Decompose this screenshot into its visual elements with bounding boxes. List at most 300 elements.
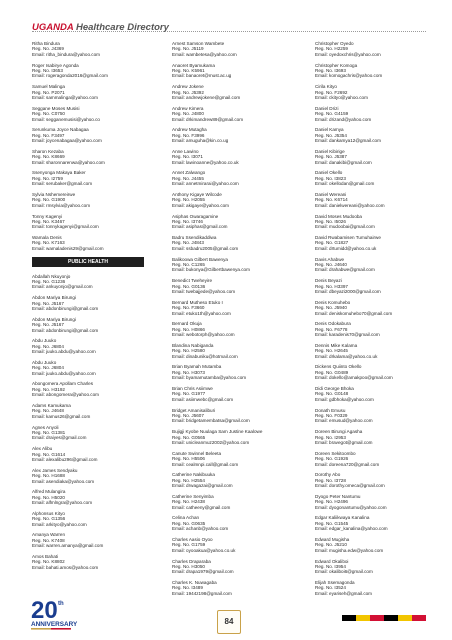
entry-name: Abdallah Nkuyonjo — [32, 273, 71, 279]
flag-stripe — [342, 615, 426, 621]
directory-entry — [172, 364, 292, 380]
directory-entry — [315, 429, 435, 445]
entry-email: Email: sharonnarenwa@yahoo.com — [32, 159, 105, 165]
entry-email: Email: 1944z198@gmail.com — [172, 590, 232, 596]
entry-name: Asiphas Owaragamine — [172, 213, 219, 219]
directory-entry — [315, 537, 435, 553]
directory-entry — [32, 468, 152, 484]
column-1 — [32, 41, 152, 576]
directory-entry — [315, 63, 435, 79]
entry-reg-no: Reg. No. H2554 — [172, 477, 205, 483]
directory-entry — [32, 149, 152, 165]
directory-name: Healthcare Directory — [73, 22, 169, 33]
directory-entry — [315, 214, 435, 230]
directory-entry — [172, 343, 292, 359]
directory-entry — [315, 170, 435, 186]
directory-entry — [32, 63, 152, 79]
entry-email: Email: andrewjokene@gmail.com — [172, 94, 241, 100]
entry-email: Email: drahabwe@gmail.com — [315, 267, 375, 273]
entry-reg-no: Reg. No. I2759 — [32, 175, 63, 181]
entry-name: Bridget Amanisaliburi — [172, 407, 216, 413]
entry-email: Email: juuko.abdu@yahoo.com — [32, 370, 96, 376]
directory-entry — [315, 127, 435, 143]
entry-name: Anthony Kigaye Wilcode — [172, 191, 222, 197]
entry-name: Amanya Warren — [32, 532, 66, 538]
directory-entry — [172, 170, 292, 186]
entry-reg-no: Reg. No. J5167 — [32, 300, 64, 306]
entry-email: Email: dyogonantumu@yahoo.com — [315, 504, 387, 510]
entry-name: Alfred Mulangira — [32, 489, 66, 495]
directory-entry — [172, 192, 292, 208]
entry-reg-no: Reg. No. H3073 — [172, 369, 205, 375]
entry-name: Agnes Anyoli — [32, 424, 59, 430]
entry-name: Denis Komuhebo — [315, 299, 351, 305]
directory-entry — [32, 532, 152, 548]
directory-entry — [315, 494, 435, 510]
entry-reg-no: Reg. No. J6804 — [32, 365, 64, 371]
entry-email: Email: dankamya12@gmail.com — [315, 138, 381, 144]
directory-entry — [32, 403, 152, 419]
entry-name: Catherine Senyimba — [172, 493, 214, 499]
directory-entry — [315, 515, 435, 531]
anniversary-label: ANNIVERSARY — [31, 621, 78, 628]
directory-entry — [172, 84, 292, 100]
entry-email: Email: abongomera@yahoo.com — [32, 392, 99, 398]
entry-name: Abongomera Apollam Charles — [32, 381, 94, 387]
entry-email: Email: bridgetamembatsa@gmail.com — [172, 418, 250, 424]
directory-entry — [315, 408, 435, 424]
flag-color-band — [370, 615, 384, 621]
entry-reg-no: Reg. No. F0329 — [315, 412, 348, 418]
flag-color-band — [384, 615, 398, 621]
entry-email: Email: asiphas@gmail.com — [172, 224, 228, 230]
entry-name: Abdon Mariya Birungi — [32, 295, 76, 301]
anniversary-stripe-red — [51, 628, 71, 630]
entry-name: Arnest Samson Wambete — [172, 41, 225, 46]
entry-name: Brian Byamah Mutamba — [172, 364, 222, 370]
directory-entry — [172, 106, 292, 122]
directory-entry — [32, 192, 152, 208]
directory-entry — [32, 554, 152, 570]
entry-email: Email: twebajjede@yahoo.com — [172, 289, 236, 294]
entry-email: Email: draiyes@gmail.com — [32, 435, 87, 441]
entry-name: Daniel Kamya — [315, 127, 344, 133]
directory-entry — [32, 381, 152, 397]
entry-email: Email: juuko.abdu@yahoo.com — [32, 349, 96, 355]
entry-email: Email: tonnykagenyi@gmail.com — [32, 224, 99, 230]
entry-email: Email: asendiaka@yahoo.com — [32, 478, 95, 484]
page-number: 84 — [217, 610, 241, 634]
entry-email: Email: ssbadru2005@gmail.com — [172, 245, 239, 251]
directory-entry — [32, 446, 152, 462]
directory-entry — [172, 257, 292, 273]
entry-name: Christopher Komoga — [315, 62, 358, 68]
entry-reg-no: Reg. No. H3397 — [315, 283, 348, 289]
entry-name: Andrew Kimera — [172, 105, 204, 111]
directory-entry — [172, 472, 292, 488]
entry-reg-no: Reg. No. G1381 — [32, 429, 66, 435]
entry-reg-no: Reg. No. K8802 — [32, 559, 65, 565]
entry-reg-no: Reg. No. G1545 — [315, 520, 349, 526]
directory-entry — [315, 278, 435, 294]
entry-reg-no: Reg. No. K6714 — [315, 197, 348, 203]
entry-email: Email: achanb@yahoo.com — [172, 526, 229, 532]
entry-email: Email: rogeragonda2016@gmail.com — [32, 73, 108, 79]
entry-email: Email: drkalama@yahoo.co.uk — [315, 353, 378, 359]
entry-name: Samuel Malinga — [32, 84, 65, 90]
entry-email: Email: drizand@yahoo.com — [315, 116, 372, 122]
directory-entry — [315, 472, 435, 488]
anniversary-logo — [30, 593, 90, 635]
entry-name: Balikoowa Gilbert Bawenya — [172, 256, 228, 262]
page-header — [0, 0, 452, 36]
entry-email: Email: karadenis70@gmail.com — [315, 332, 380, 338]
entry-email: Email: joycenabagaa@yahoo.com — [32, 138, 102, 144]
directory-entry — [32, 41, 152, 57]
entry-reg-no: Reg. No. J4648 — [32, 408, 64, 414]
entry-email: Email: alfmlngra@yahoo.com — [32, 500, 93, 506]
entry-email: Email: abdonbirungi@gmail.com — [32, 306, 99, 311]
entry-reg-no: Reg. No. J5354 — [315, 132, 347, 138]
entry-reg-no: Reg. No. J4800 — [172, 111, 204, 117]
entry-name: Anaoret Byamukama — [172, 62, 215, 68]
entry-name: Alex Alibu — [32, 446, 53, 452]
entry-name: Abdon Mariya Birungi — [32, 316, 76, 322]
entry-email: Email: emusud@yahoo.com — [315, 418, 373, 424]
entry-email: Email: asiimwebc@gmail.com — [172, 396, 234, 402]
entry-reg-no: Reg. No. G0565 — [172, 434, 206, 440]
directory-entry — [32, 274, 152, 290]
entry-name: Andrew Jokene — [172, 84, 204, 90]
entry-name: Alphonsus Kityo — [32, 510, 65, 516]
entry-name: Dennis Mike Kalama — [315, 342, 358, 348]
column-3 — [315, 41, 435, 602]
entry-email: Email: akigaye@yahoo.com — [172, 202, 230, 208]
entry-email: Email: dorothy.omeca@gmail.com — [315, 483, 385, 489]
entry-reg-no: Reg. No. G0148 — [315, 391, 349, 397]
entry-name: Badru Ssendikaddiwa — [172, 235, 217, 241]
entry-reg-no: Reg. No. I3489 — [172, 585, 203, 591]
directory-entry — [315, 451, 435, 467]
directory-entry — [172, 321, 292, 337]
entry-reg-no: Reg. No. G0136 — [172, 283, 206, 289]
entry-email: Email: dbeyazi2000@gmail.com — [315, 289, 381, 294]
entry-email: Email: kamus26@gmail.com — [32, 413, 91, 419]
entry-reg-no: Reg. No. J4455 — [172, 175, 204, 181]
entry-name: Edward Okaliboi — [315, 558, 349, 564]
entry-reg-no: Reg. No. I3746 — [172, 218, 203, 224]
anniversary-number: 20 — [31, 597, 58, 624]
entry-reg-no: Reg. No. J5940 — [315, 305, 347, 311]
entry-reg-no: Reg. No. G4159 — [315, 111, 349, 117]
entry-reg-no: Reg. No. J5210 — [315, 542, 347, 548]
entry-name: Daniel Kibirige — [315, 148, 345, 154]
entry-reg-no: Reg. No. I5026 — [315, 218, 346, 224]
entry-reg-no: Reg. No. K3467 — [32, 218, 65, 224]
directory-entry — [315, 84, 435, 100]
directory-entry — [315, 106, 435, 122]
directory-entry — [172, 408, 292, 424]
entry-reg-no: Reg. No. G1926 — [315, 456, 349, 462]
directory-entry — [315, 321, 435, 337]
entry-email: Email: komogachris@yahoo.com — [315, 73, 383, 79]
entry-email: Email: danakibi@gmail.com — [315, 159, 372, 165]
entry-reg-no: Reg. No. I3653 — [32, 67, 63, 73]
entry-name: Ritha Bindura — [32, 41, 60, 46]
entry-name: Dorothy Abo — [315, 472, 341, 478]
entry-email: Email: danielwereani@yahoo.com — [315, 202, 385, 208]
entry-email: Email: sammalinga@yahoo.com — [32, 94, 98, 100]
entry-email: Email: dokello@amakpoo@gmail.com — [315, 375, 393, 381]
directory-entry — [172, 537, 292, 553]
entry-reg-no: Reg. No. G1759 — [172, 542, 206, 548]
entry-reg-no: Reg. No. G1827 — [315, 240, 349, 246]
entry-email: Email: drwagazai@gmail.com — [172, 483, 233, 489]
entry-email: Email: okellodan@gmail.com — [315, 181, 375, 187]
directory-entry — [172, 559, 292, 575]
entry-name: Cirila Kityo — [315, 84, 337, 90]
entry-name: Charles Draparaba — [172, 558, 211, 564]
entry-email: Email: oyedoxchris@yahoo.com — [315, 51, 381, 57]
entry-email: Email: lawinoanne@yahoo.co.uk — [172, 159, 239, 165]
directory-entry — [315, 257, 435, 273]
entry-name: Andrew Mutagha — [172, 127, 207, 133]
entry-reg-no: Reg. No. G1977 — [172, 391, 206, 397]
directory-entry — [172, 451, 292, 467]
entry-name: David Rwabamisen Tumuhairwe — [315, 235, 381, 241]
entry-reg-no: Reg. No. H1688 — [32, 473, 65, 479]
flag-color-band — [342, 615, 356, 621]
directory-entry — [172, 149, 292, 165]
flag-color-band — [412, 615, 426, 621]
entry-reg-no: Reg. No. J5607 — [172, 412, 204, 418]
entry-reg-no: Reg. No. H5020 — [32, 494, 65, 500]
entry-reg-no: Reg. No. J5167 — [32, 322, 64, 328]
entry-name: Elijah Ssemagonda — [315, 580, 355, 586]
entry-email: Email: unicleanmuz2002@yahoo.com — [172, 439, 250, 445]
entry-reg-no: Reg. No. H3050 — [172, 563, 205, 569]
entry-name: Charles Aasio Oyoo — [172, 536, 213, 542]
entry-name: Brian Chris Asiimwe — [172, 386, 213, 391]
brand-name: UGANDA — [32, 22, 74, 33]
anniversary-suffix: th — [58, 601, 64, 607]
entry-email: Email: warren.amanya@gmail.com — [32, 543, 104, 549]
entry-reg-no: Reg. No. K7163 — [32, 240, 65, 246]
directory-entry — [315, 559, 435, 575]
entry-reg-no: Reg. No. F3497 — [32, 132, 65, 138]
entry-name: Celina Achan — [172, 515, 200, 521]
entry-name: Blandina Nabiganda — [172, 342, 214, 348]
entry-name: Seggane Moses Musisi — [32, 105, 80, 111]
directory-entry — [32, 214, 152, 230]
directory-entry — [315, 386, 435, 402]
entry-email: Email: byamamutamba@yahoo.com — [172, 375, 247, 381]
entry-reg-no: Reg. No. G0489 — [315, 369, 349, 375]
directory-entry — [172, 300, 292, 316]
entry-name: Daniel Wereani — [315, 191, 347, 197]
entry-email: Email: gdbhoka@yahoo.com — [315, 396, 374, 402]
entry-name: Catherine Nakibuuka — [172, 472, 215, 478]
entry-email: Email: deniskomuhebo70@gmail.com — [315, 310, 393, 316]
entry-name: Edgar Kaliikwaya Kanalina — [315, 515, 370, 521]
entry-reg-no: Reg. No. H3192 — [32, 386, 65, 392]
entry-reg-no: Reg. No. H2645 — [315, 348, 348, 354]
entry-name: Davis Ahabwe — [315, 256, 345, 262]
entry-email: Email: wambetesa@yahoo.com — [172, 51, 237, 57]
entry-reg-no: Reg. No. C1265 — [172, 262, 205, 268]
entry-email: Email: bravegot@gmail.com — [315, 439, 373, 445]
directory-entry — [32, 84, 152, 100]
entry-email: Email: drapa1979@gmail.com — [172, 569, 234, 575]
entry-email: Email: dinabuniku@hotmail.com — [172, 353, 238, 359]
entry-reg-no: Reg. No. I3071 — [172, 154, 203, 160]
entry-reg-no: Reg. No. C0750 — [32, 111, 65, 117]
section-heading: PUBLIC HEALTH — [32, 257, 144, 267]
entry-reg-no: Reg. No. I3524 — [315, 585, 346, 591]
entry-reg-no: Reg. No. H0866 — [172, 326, 205, 332]
entry-reg-no: Reg. No. I3728 — [315, 477, 346, 483]
entry-name: Denis Odokabura — [315, 321, 351, 327]
entry-reg-no: Reg. No. J4640 — [315, 262, 347, 268]
entry-email: Email: drkimandrew89@gmail.com — [172, 116, 244, 122]
entry-reg-no: Reg. No. F3660 — [172, 305, 205, 311]
entry-name: Sharon Kezaba — [32, 148, 64, 154]
entry-email: Email: amuguha@kin.co.ug — [172, 138, 229, 144]
entry-name: Benedict Tweheyire — [172, 278, 213, 284]
entry-email: Email: edgar_kanalina@yahoo.com — [315, 526, 388, 532]
entry-email: Email: wamaladenis29@gmail.com — [32, 245, 104, 251]
entry-email: Email: bukonya@Gilbertbawenya.com — [172, 267, 250, 273]
directory-entry — [172, 63, 292, 79]
entry-email: Email: webotorph@yahoo.com — [172, 332, 235, 338]
directory-entry — [315, 343, 435, 359]
entry-name: Daniel Okello — [315, 170, 343, 176]
entry-reg-no: Reg. No. G1236 — [32, 279, 66, 285]
entry-name: Roger Isabirye Agonda — [32, 62, 79, 68]
entry-reg-no: Reg. No. P2071 — [32, 89, 65, 95]
entry-name: Dickens Quiinto Okello — [315, 364, 362, 370]
entry-reg-no: Reg. No. H2580 — [172, 348, 205, 354]
directory-entry — [32, 127, 152, 143]
directory-entry — [32, 235, 152, 251]
entry-name: Sylvia Nshemereirwe — [32, 191, 76, 197]
directory-entry — [32, 360, 152, 376]
entry-name: Doreen Sekitoombo — [315, 450, 356, 456]
entry-email: Email: catheeny@gmail.com — [172, 504, 231, 510]
entry-reg-no: Reg. No. H5506 — [172, 456, 205, 462]
entry-name: Denis Beyazi — [315, 278, 342, 284]
entry-name: Dyogo Peter Nantumu — [315, 493, 361, 499]
entry-email: Email: etuko1th@yahoo.com — [172, 310, 231, 316]
directory-entry — [172, 278, 292, 294]
entry-email: Email: banaoret@must.ac.ug — [172, 73, 232, 79]
directory-entry — [172, 235, 292, 251]
entry-name: David Moses Mudooba — [315, 213, 362, 219]
entry-email: Email: segganemusisi@yahoo.co — [32, 116, 100, 122]
entry-name: Doreen Birungi Agasha — [315, 429, 363, 435]
entry-email: Email: mudoobai@gmail.com — [315, 224, 375, 230]
directory-entry — [315, 235, 435, 251]
entry-reg-no: Reg. No. G0635 — [172, 520, 206, 526]
entry-email: Email: ritha_bindura@yahoo.com — [32, 51, 100, 57]
entry-reg-no: Reg. No. K5961 — [172, 67, 205, 73]
entry-name: Christopher Oyedo — [315, 41, 354, 46]
entry-name: Wamala Denis — [32, 235, 62, 241]
entry-name: Donath Emusu — [315, 407, 346, 413]
directory-entry — [32, 106, 152, 122]
entry-reg-no: Reg. No. I2953 — [315, 434, 346, 440]
entry-name: Adams Kamukama — [32, 403, 71, 408]
entry-name: Edward Mugisha — [315, 536, 350, 542]
entry-name: Anne Lawino — [172, 148, 199, 154]
entry-email: Email: ckityo@yahoo.com — [315, 94, 368, 100]
directory-entry — [315, 149, 435, 165]
entries-group-2 — [32, 274, 152, 571]
entry-reg-no: Reg. No. H2496 — [315, 499, 348, 505]
entry-reg-no: Reg. No. J5119 — [172, 46, 204, 52]
entry-email: Email: eyariseh@gmail.com — [315, 590, 372, 596]
directory-entry — [172, 429, 292, 445]
directory-entry — [32, 170, 152, 186]
entry-email: Email: ankuyonjo@gmail.com — [32, 284, 93, 290]
entry-name: Bernard Mutheso Etuko I — [172, 299, 223, 305]
directory-entry — [32, 489, 152, 505]
entry-email: Email: okaliboi6@gmail.com — [315, 569, 373, 575]
directory-entry — [315, 192, 435, 208]
entry-email: Email: cealmnpi.call@gmail.com — [172, 461, 239, 467]
entry-name: Bujigji Kyobe Nuulaga Sam Justine Kaalowe — [172, 429, 263, 435]
entry-reg-no: Reg. No. K8669 — [32, 154, 65, 160]
directory-entry — [172, 41, 292, 57]
entry-email: Email: rmsylvia@yahoo.com — [32, 202, 91, 208]
entry-name: Bernard Okuja — [172, 321, 202, 327]
entries-group-1 — [32, 41, 152, 251]
directory-entry — [172, 127, 292, 143]
entry-email: Email: abdonbirungi@gmail.com — [32, 327, 99, 333]
entry-reg-no: Reg. No. I3823 — [315, 175, 346, 181]
directory-entry — [32, 425, 152, 441]
entry-email: Email: mugisha.edw@yahoo.com — [315, 547, 384, 553]
entry-name: Annet Zalwango — [172, 170, 206, 176]
anniversary-stripe-gold — [31, 628, 51, 630]
directory-entry — [172, 515, 292, 531]
entry-reg-no: Reg. No. H2259 — [315, 46, 348, 52]
entry-reg-no: Reg. No. G1900 — [32, 197, 66, 203]
entry-reg-no: Reg. No. F2692 — [315, 89, 348, 95]
directory-entry — [172, 214, 292, 230]
entry-reg-no: Reg. No. J6804 — [32, 343, 64, 349]
directory-entry — [32, 317, 152, 333]
entry-name: Abdu Juuko — [32, 338, 57, 344]
entry-reg-no: Reg. No. I3693 — [315, 67, 346, 73]
directory-entry — [32, 295, 152, 311]
directory-entry — [32, 511, 152, 527]
entry-reg-no: Reg. No. G1614 — [32, 451, 66, 457]
directory-entry — [315, 364, 435, 380]
entry-reg-no: Reg. No. J5392 — [172, 89, 204, 95]
entry-email: Email: drtumidd@yahoo.co.uk — [315, 245, 377, 251]
entry-name: Daniel Drizi — [315, 105, 339, 111]
entry-name: Charles K. Nuwagaba — [172, 580, 217, 586]
flag-color-band — [356, 615, 370, 621]
entry-name: Serunkuma Joyce Nabagaa — [32, 127, 89, 133]
entry-name: Didi George Bhoka — [315, 386, 354, 391]
entry-email: Email: serubaker@gmail.com — [32, 181, 93, 187]
entry-name: Amos Bahati — [32, 553, 59, 559]
entry-reg-no: Reg. No. H2055 — [172, 197, 205, 203]
entry-reg-no: Reg. No. G1356 — [32, 516, 66, 522]
entry-email: Email: arkityo@yahoo.com — [32, 521, 87, 527]
